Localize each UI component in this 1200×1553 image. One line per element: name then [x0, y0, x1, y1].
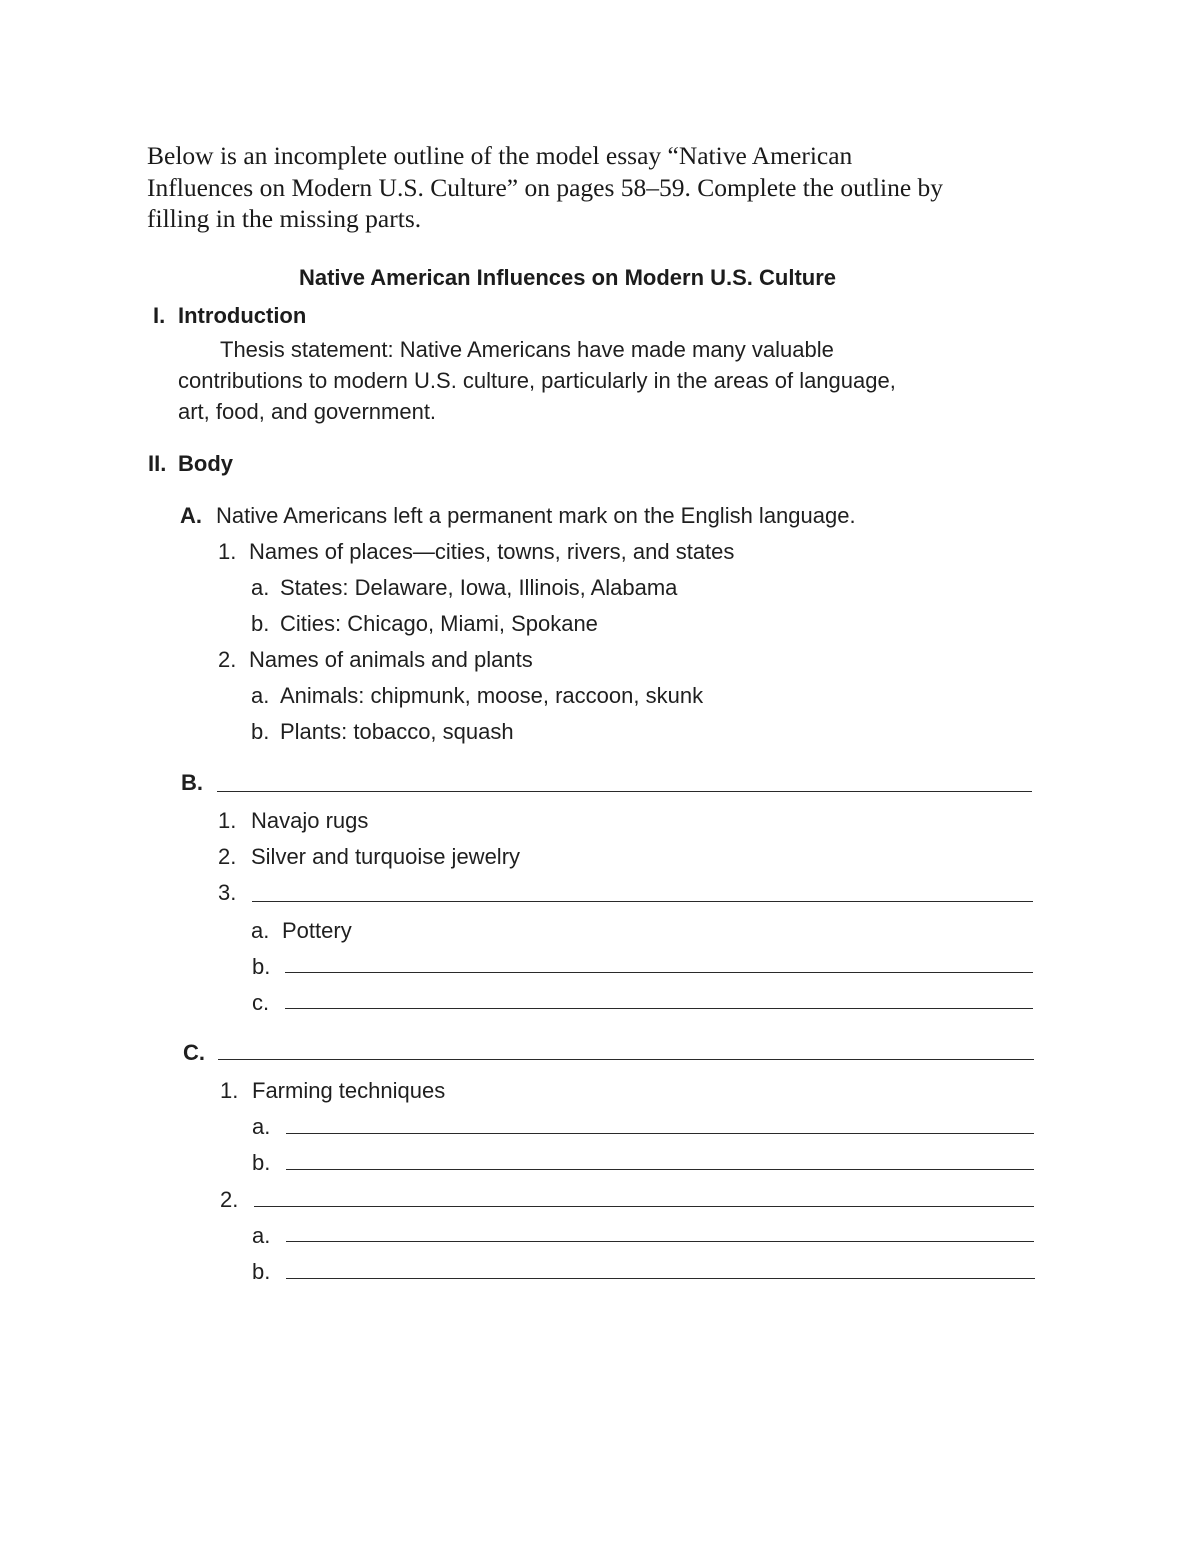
point-a1b-text: Cities: Chicago, Miami, Spokane [280, 611, 598, 636]
point-b1-label: 1. [218, 808, 237, 833]
section-introduction-label: I. [153, 303, 166, 328]
point-c2b-label: b. [252, 1259, 271, 1284]
section-body-heading: Body [178, 451, 233, 476]
point-b3a-label: a. [251, 918, 270, 943]
point-b3b-label: b. [252, 954, 271, 979]
point-a1-label: 1. [218, 539, 237, 564]
point-a2-text: Names of animals and plants [249, 647, 533, 672]
point-c-blank-line[interactable] [218, 1059, 1034, 1060]
point-c1b-label: b. [252, 1150, 271, 1175]
point-c2-blank-line[interactable] [254, 1206, 1034, 1207]
point-c1b-blank-line[interactable] [286, 1169, 1034, 1170]
point-a1a-label: a. [251, 575, 270, 600]
point-b3c-blank-line[interactable] [285, 1008, 1033, 1009]
outline-title: Native American Influences on Modern U.S. Culture [298, 265, 837, 290]
point-c1-text: Farming techniques [252, 1078, 446, 1103]
point-c1-label: 1. [220, 1078, 239, 1103]
point-a2a-label: a. [251, 683, 270, 708]
point-a2a-text: Animals: chipmunk, moose, raccoon, skunk [280, 683, 704, 708]
point-c2b-blank-line[interactable] [286, 1278, 1035, 1279]
point-b1-text: Navajo rugs [251, 808, 369, 833]
point-c2a-blank-line[interactable] [286, 1241, 1034, 1242]
point-a1b-label: b. [251, 611, 270, 636]
point-a1-text: Names of places—cities, towns, rivers, and states [249, 539, 735, 564]
point-c1a-blank-line[interactable] [286, 1133, 1034, 1134]
instructions-line: filling in the missing parts. [147, 204, 422, 233]
point-b3-label: 3. [218, 880, 237, 905]
point-c-label: C. [183, 1040, 205, 1065]
thesis-line: Thesis statement: Native Americans have made many valuable [220, 337, 834, 362]
thesis-line: art, food, and government. [178, 399, 437, 424]
point-c2a-label: a. [252, 1223, 271, 1248]
point-c1a-label: a. [252, 1114, 271, 1139]
point-a2-label: 2. [218, 647, 237, 672]
section-body-label: II. [148, 451, 167, 476]
instructions-line: Below is an incomplete outline of the model essay “Native American [147, 141, 853, 170]
thesis-statement [178, 334, 896, 427]
point-c2-label: 2. [220, 1187, 239, 1212]
thesis-line: contributions to modern U.S. culture, particularly in the areas of language, [178, 368, 896, 393]
point-b3-blank-line[interactable] [252, 901, 1033, 902]
point-a-text: Native Americans left a permanent mark on the English language. [216, 503, 856, 528]
point-b3b-blank-line[interactable] [285, 972, 1033, 973]
point-b3c-label: c. [252, 990, 270, 1015]
instructions-paragraph [147, 140, 1047, 235]
point-b2-label: 2. [218, 844, 237, 869]
point-a1a-text: States: Delaware, Iowa, Illinois, Alabama [280, 575, 678, 600]
point-a-label: A. [180, 503, 202, 528]
instructions-line: Influences on Modern U.S. Culture” on pages 58–59. Complete the outline by [147, 172, 944, 202]
point-b-blank-line[interactable] [217, 791, 1032, 792]
point-a2b-text: Plants: tobacco, squash [280, 719, 514, 744]
point-a2b-label: b. [251, 719, 270, 744]
section-introduction-heading: Introduction [178, 303, 307, 328]
point-b-label: B. [181, 770, 203, 795]
point-b2-text: Silver and turquoise jewelry [251, 844, 521, 869]
point-b3a-text: Pottery [282, 918, 352, 943]
